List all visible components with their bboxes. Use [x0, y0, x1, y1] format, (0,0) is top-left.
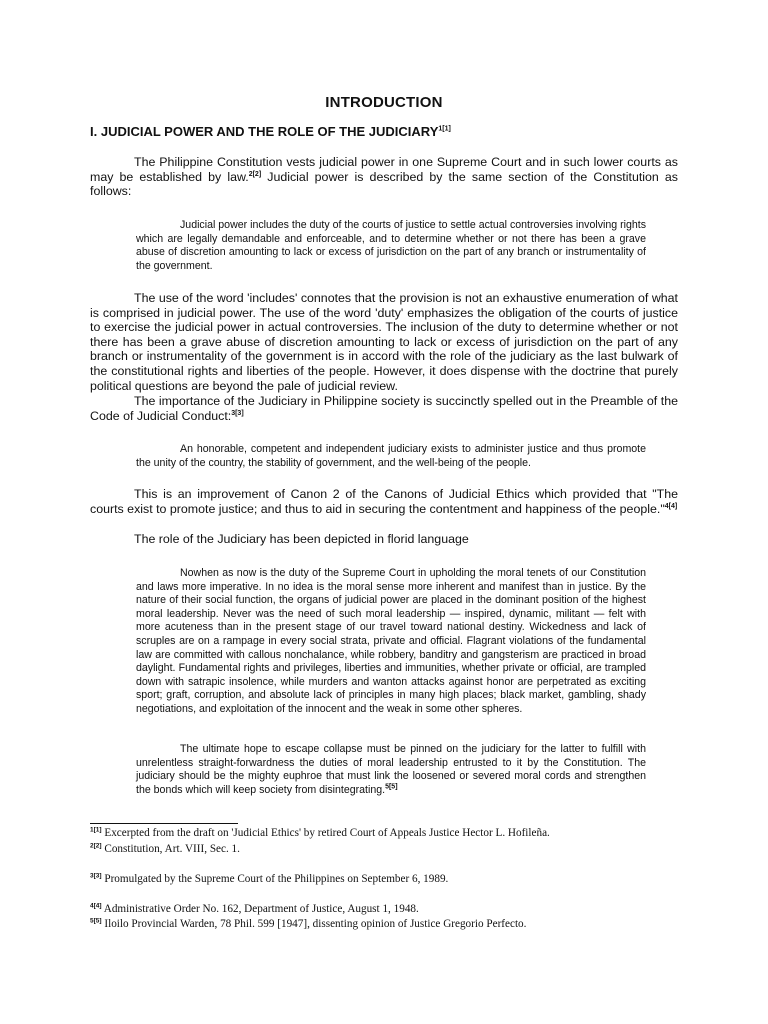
quote-text: Nowhen as now is the duty of the Supreme Court in upholding the moral tenets of our Constitution and laws more imperative. In no idea is the moral sense more inherent and manifest than in justice. By the nature of their social function, the organs of judicial power are placed in the dominant position of the highest moral leadership. Never was the need of such moral leadership — inspired, dynamic, militant — felt with more acuteness than in the present stage of our travel toward national destiny. Wickedness and lack of scruples are on a rampage in every social strata, private and official. Flagrant violations of the fundamental law are committed with callous nonchalance, while robbery, banditry and gangsterism are practiced in broad daylight. Fundamental rights and privileges, liberties and immunities, whether private or official, are trampled down with satrapic insolence, while murders and wanton attacks against honor are perpetrated as exciting sport; graft, corruption, and absolute lack of principles in many high places; black market, gambling, shady negotiations, and exploitation of the innocent and the weak in some other spheres.: [136, 567, 646, 715]
paragraph-role: [90, 532, 678, 547]
footnote-ref-4: 4[4]: [664, 502, 678, 510]
footnote-ref-3: 3[3]: [231, 409, 244, 417]
footnote-ref-2: 2[2]: [248, 170, 262, 178]
paragraph-text: The role of the Judiciary has been depicted in florid language: [134, 532, 469, 546]
footnote-mark: 3[3]: [90, 872, 102, 880]
footnote-5: [90, 918, 690, 931]
footnote-mark: 2[2]: [90, 842, 102, 850]
footnote-mark: 4[4]: [90, 902, 102, 910]
paragraph-text: This is an improvement of Canon 2 of the Canons of Judicial Ethics which provided that "The courts exist to promote justice; and thus to aid in securing the contentment and happiness of the people.": [90, 487, 678, 516]
footnote-2: [90, 843, 690, 856]
footnote-text: Promulgated by the Supreme Court of the Philippines on September 6, 1989.: [101, 873, 449, 885]
quote-text: An honorable, competent and independent judiciary exists to administer justice and thus promote the unity of the country, the stability of government, and the well-being of the people.: [136, 443, 646, 469]
footnote-text: Administrative Order No. 162, Department of Justice, August 1, 1948.: [101, 903, 419, 915]
block-quote-judicial-power: [136, 219, 646, 273]
footnote-ref-1: 1[1]: [438, 125, 451, 133]
paragraph-includes: [90, 291, 678, 393]
paragraph-text: The Philippine Constitution vests judicial power in one Supreme Court and in such lower courts as may be established by law.: [90, 155, 678, 184]
paragraph-text: The importance of the Judiciary in Philippine society is succinctly spelled out in the Preamble of the Code of Judicial Conduct:: [90, 394, 678, 423]
footnote-mark: 1[1]: [90, 826, 102, 834]
footnote-4: [90, 903, 690, 916]
paragraph-constitution: [90, 155, 678, 199]
section-heading-text: I. JUDICIAL POWER AND THE ROLE OF THE JUDICIARY: [90, 124, 439, 139]
footnote-text: Constitution, Art. VIII, Sec. 1.: [101, 843, 240, 855]
block-quote-ultimate-hope: [136, 743, 646, 797]
footnote-text: Excerpted from the draft on 'Judicial Ethics' by retired Court of Appeals Justice Hector L. Hofileña.: [101, 827, 550, 839]
footnote-text: Iloilo Provincial Warden, 78 Phil. 599 [1947], dissenting opinion of Justice Gregorio Perfecto.: [101, 918, 527, 930]
footnote-3: [90, 873, 690, 886]
footnote-ref-5: 5[5]: [385, 783, 398, 791]
quote-text: The ultimate hope to escape collapse must be pinned on the judiciary for the latter to fulfill with unrelentless straight-forwardness the duties of moral leadership entrusted to it by the Constitution. The judiciary should be the mighty euphroe that must link the loosened or severed moral cords and strengthen the bonds which will keep society from disintegrating.: [136, 743, 646, 796]
section-heading: [90, 124, 451, 139]
footnote-separator: [90, 823, 238, 824]
paragraph-canon: [90, 487, 678, 516]
paragraph-text: The use of the word 'includes' connotes that the provision is not an exhaustive enumeration of what is comprised in judicial power. The use of the word 'duty' emphasizes the obligation of the courts of justice to exercise the judicial power in actual controversies. The inclusion of the duty to determine whether or not there has been a grave abuse of discretion amounting to lack or excess of jurisdiction on the part of any branch or instrumentality of the government is in accord with the role of the judiciary as the last bulwark of the constitutional rights and liberties of the people. However, it does dispense with the doctrine that purely political questions are beyond the pale of judicial review.: [90, 291, 678, 393]
quote-text: Judicial power includes the duty of the courts of justice to settle actual controversies involving rights which are legally demandable and enforceable, and to determine whether or not there has been a grave abuse of discretion amounting to lack or excess of jurisdiction on the part of any branch or instrumentality of the government.: [136, 219, 646, 272]
paragraph-text: Judicial power is described by the same section of the Constitution as follows:: [90, 169, 678, 199]
page-title: INTRODUCTION: [325, 94, 443, 111]
block-quote-florid: [136, 567, 646, 717]
block-quote-preamble: [136, 443, 646, 470]
footnote-1: [90, 827, 690, 840]
paragraph-importance: [90, 394, 678, 423]
footnote-mark: 5[5]: [90, 917, 102, 925]
